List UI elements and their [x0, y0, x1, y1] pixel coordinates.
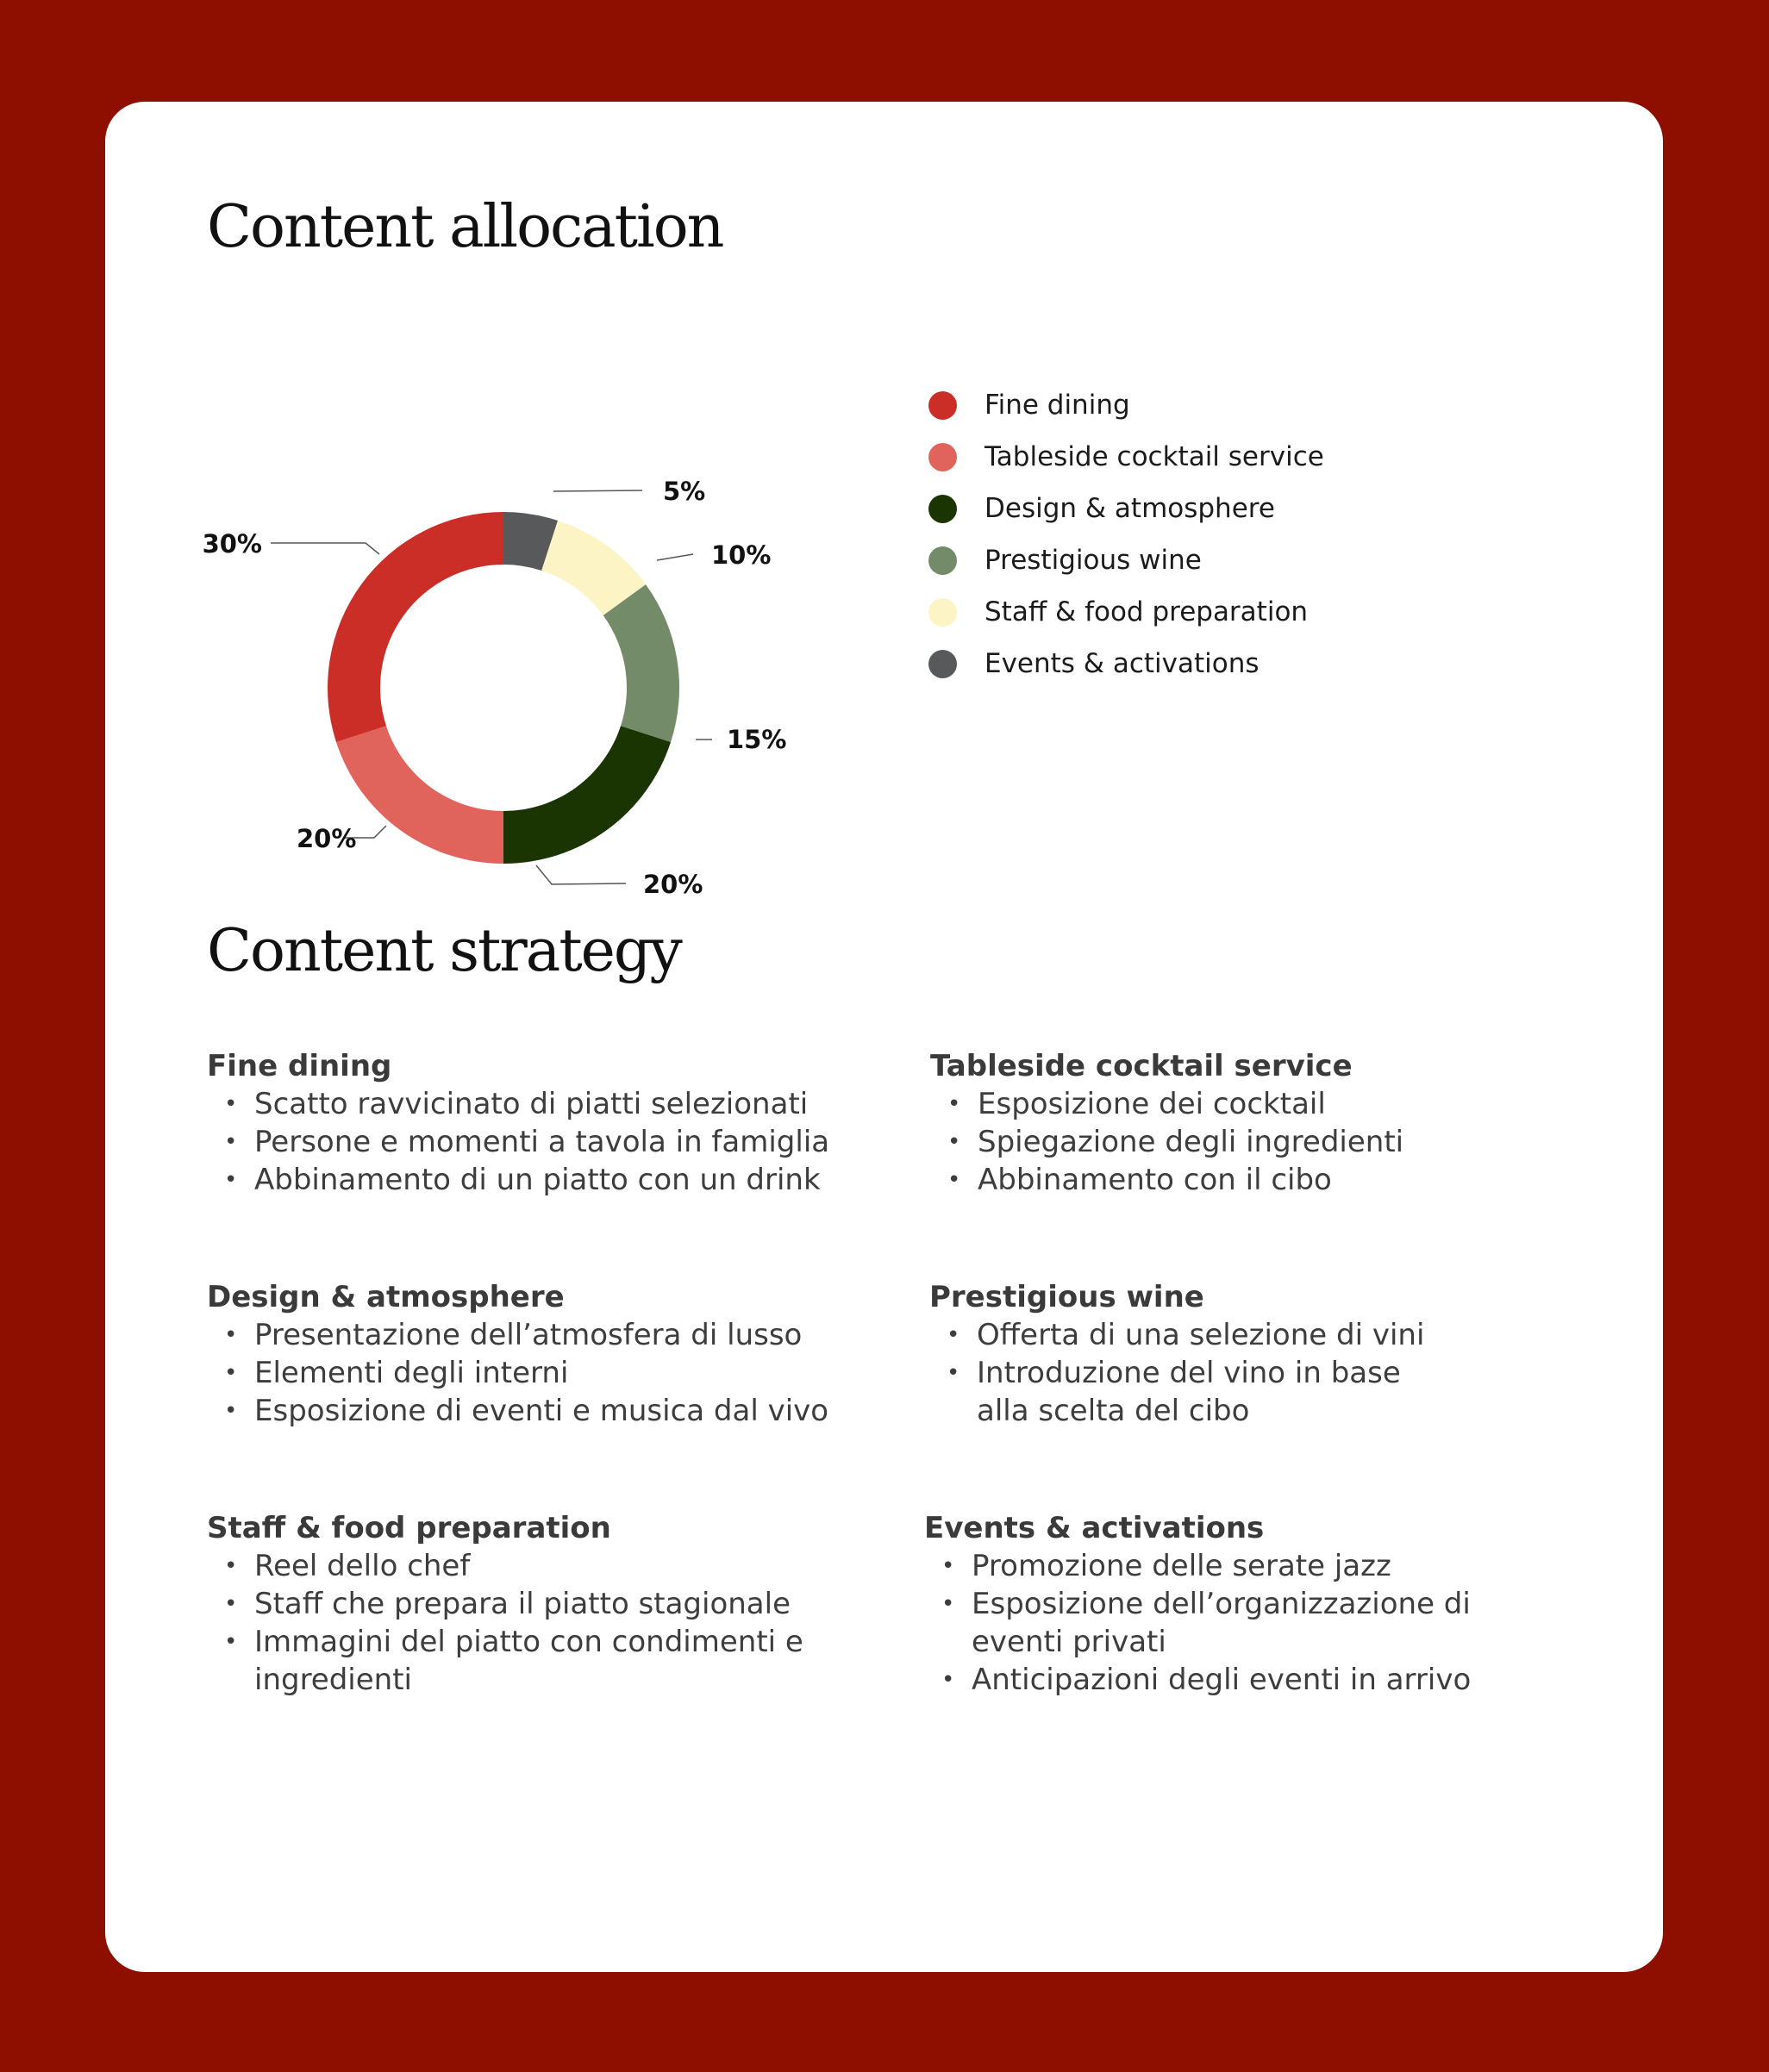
list-item: • Spiegazione degli ingredienti: [930, 1123, 1447, 1161]
list-item: • Persone e momenti a tavola in famiglia: [207, 1123, 862, 1161]
section-title: Prestigious wine: [929, 1280, 1204, 1314]
strategy-section-fine-dining: [207, 1047, 862, 1199]
legend-swatch-events-activations: [928, 650, 957, 678]
section-list: [207, 1547, 862, 1699]
list-item: • Promozione delle serate jazz: [924, 1547, 1528, 1585]
donut-slice-fine-dining: [328, 512, 503, 742]
strategy-section-events-activations: [924, 1509, 1528, 1699]
data-label-fine-dining: 30%: [202, 529, 262, 559]
list-item: • Abbinamento di un piatto con un drink: [207, 1161, 862, 1199]
legend-swatch-design-atmosphere: [928, 495, 957, 523]
content-allocation-title: Content allocation: [207, 193, 723, 261]
legend-item-tableside-cocktail-service: [928, 431, 1324, 483]
leader-line-events-activations: [553, 490, 642, 491]
strategy-section-design-atmosphere: [207, 1278, 862, 1430]
leader-line-fine-dining: [271, 543, 379, 554]
legend-swatch-staff-food-preparation: [928, 598, 957, 627]
legend-swatch-prestigious-wine: [928, 546, 957, 575]
list-item: • Abbinamento con il cibo: [930, 1161, 1447, 1199]
strategy-section-tableside-cocktail-service: [930, 1047, 1447, 1199]
section-title: Design & atmosphere: [207, 1280, 565, 1314]
section-list: [207, 1085, 862, 1199]
data-label-events-activations: 5%: [663, 477, 706, 506]
section-list: [924, 1547, 1528, 1699]
legend-swatch-tableside-cocktail-service: [928, 443, 957, 471]
strategy-section-prestigious-wine: [929, 1278, 1447, 1430]
list-item: • Presentazione dell’atmosfera di lusso: [207, 1316, 862, 1354]
content-card: [105, 102, 1663, 1972]
legend-label: Design & atmosphere: [985, 493, 1275, 524]
list-item: • Esposizione di eventi e musica dal vivo: [207, 1392, 862, 1430]
data-label-design-atmosphere: 20%: [643, 870, 703, 899]
data-label-prestigious-wine: 15%: [727, 725, 787, 754]
section-list: [930, 1085, 1447, 1199]
legend-swatch-fine-dining: [928, 391, 957, 420]
list-item: • Offerta di una selezione di vini: [929, 1316, 1447, 1354]
legend-item-events-activations: [928, 638, 1324, 690]
content-strategy-title: Content strategy: [207, 917, 681, 985]
donut-slice-design-atmosphere: [503, 726, 671, 864]
section-list: [929, 1316, 1447, 1430]
list-item: • Immagini del piatto con condimenti e ingredienti: [207, 1623, 815, 1699]
data-label-staff-food-preparation: 10%: [711, 540, 772, 570]
donut-slice-tableside-cocktail-service: [336, 726, 503, 864]
content-allocation-donut-chart: [105, 343, 967, 946]
list-item: • Scatto ravvicinato di piatti selezionati: [207, 1085, 862, 1123]
list-item: • Reel dello chef: [207, 1547, 862, 1585]
section-title: Fine dining: [207, 1049, 392, 1083]
legend-label: Tableside cocktail service: [985, 441, 1324, 472]
section-list: [207, 1316, 862, 1430]
leader-line-staff-food-preparation: [657, 554, 693, 560]
section-title: Tableside cocktail service: [930, 1049, 1353, 1083]
leader-line-design-atmosphere: [536, 865, 626, 884]
list-item: • Anticipazioni degli eventi in arrivo: [924, 1661, 1528, 1699]
legend-label: Events & activations: [985, 648, 1260, 679]
legend-label: Staff & food preparation: [985, 596, 1309, 627]
chart-legend: [928, 379, 1324, 690]
data-label-tableside-cocktail-service: 20%: [297, 824, 357, 853]
donut-slice-prestigious-wine: [603, 584, 679, 742]
list-item: • Staff che prepara il piatto stagionale: [207, 1585, 862, 1623]
list-item: • Esposizione dei cocktail: [930, 1085, 1447, 1123]
section-title: Staff & food preparation: [207, 1511, 611, 1545]
legend-item-staff-food-preparation: [928, 586, 1324, 638]
legend-item-prestigious-wine: [928, 534, 1324, 586]
list-item: • Introduzione del vino in base alla scelta del cibo: [929, 1354, 1408, 1430]
section-title: Events & activations: [924, 1511, 1265, 1545]
legend-item-design-atmosphere: [928, 483, 1324, 534]
list-item: • Elementi degli interni: [207, 1354, 862, 1392]
list-item: • Esposizione dell’organizzazione di eventi privati: [924, 1585, 1472, 1661]
legend-item-fine-dining: [928, 379, 1324, 431]
legend-label: Fine dining: [985, 390, 1130, 421]
legend-label: Prestigious wine: [985, 545, 1202, 576]
strategy-section-staff-food-preparation: [207, 1509, 862, 1699]
